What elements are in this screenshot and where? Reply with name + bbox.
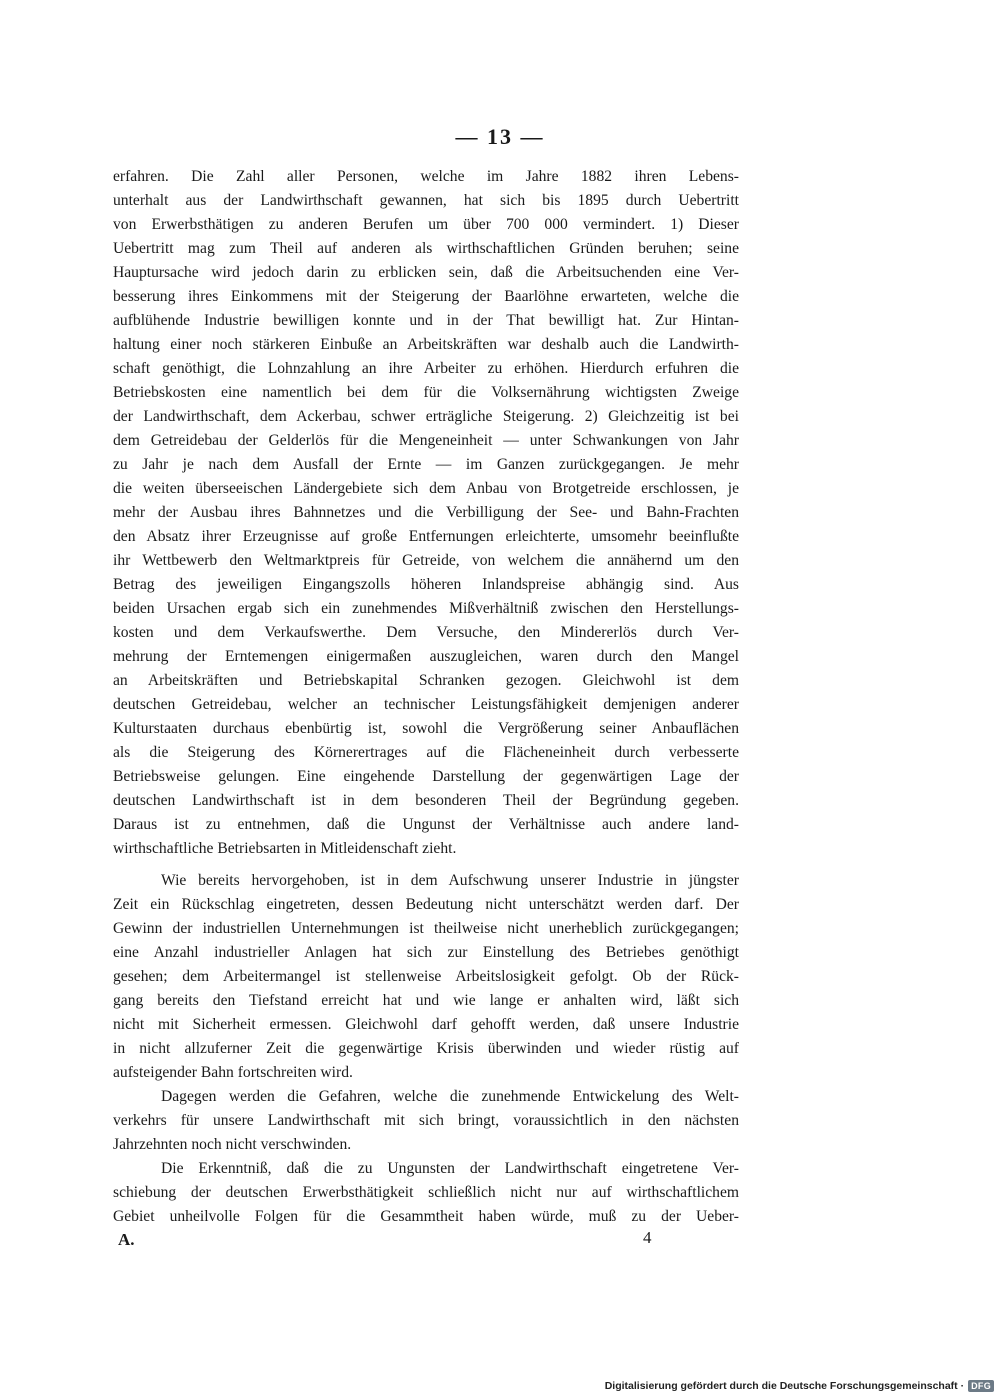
- text-line: erfahren. Die Zahl aller Personen, welche im Jahre 1882 ihren Lebens-: [113, 168, 739, 185]
- text-line: von Erwerbsthätigen zu anderen Berufen um über 700 000 vermindert. 1) Dieser: [113, 216, 739, 233]
- digitization-credit: [605, 1380, 994, 1392]
- text-line: mehrung der Erntemengen einigermaßen auszugleichen, waren durch den Mangel: [113, 648, 739, 665]
- text-line: schiebung der deutschen Erwerbsthätigkeit schließlich nicht nur auf wirthschaftlichem: [113, 1184, 739, 1201]
- text-line: aufblühende Industrie bewilligen konnte und in der That bewilligt hat. Zur Hintan-: [113, 312, 739, 329]
- text-line: beiden Ursachen ergab sich ein zunehmendes Mißverhältniß zwischen den Herstellungs-: [113, 600, 739, 617]
- signature-mark: A.: [118, 1230, 135, 1249]
- paragraph-3: [113, 1085, 739, 1157]
- text-line: Hauptursache wird jedoch darin zu erblicken sein, daß die Arbeitsuchenden eine Ver-: [113, 264, 739, 281]
- text-line: aufsteigender Bahn fortschreiten wird.: [113, 1064, 353, 1081]
- dfg-logo-icon: DFG: [968, 1380, 994, 1392]
- paragraph-4: [113, 1157, 739, 1229]
- credit-text: Digitalisierung gefördert durch die Deutsche Forschungsgemeinschaft ·: [604, 1380, 965, 1392]
- text-line: deutschen Getreidebau, welcher an technischer Leistungsfähigkeit demjenigen anderer: [113, 696, 739, 713]
- text-line: ihr Wettbewerb den Weltmarktpreis für Getreide, von welchem die annähernd um den: [113, 552, 739, 569]
- text-line: Betriebskosten eine namentlich bei dem für die Volksernährung wichtigsten Zweige: [113, 384, 739, 401]
- text-line: Zeit ein Rückschlag eingetreten, dessen Bedeutung nicht unterschätzt werden darf. Der: [113, 896, 739, 913]
- text-line: besserung ihres Einkommens mit der Steigerung der Baarlöhne erwarteten, welche die: [113, 288, 739, 305]
- paragraph-2: [113, 869, 739, 1085]
- text-line: deutschen Landwirthschaft ist in dem besonderen Theil der Begründung gegeben.: [113, 792, 739, 809]
- text-line: Betriebsweise gelungen. Eine eingehende Darstellung der gegenwärtigen Lage der: [113, 768, 739, 785]
- text-line: Kulturstaaten durchaus ebenbürtig ist, sowohl die Vergrößerung seiner Anbauflächen: [113, 720, 739, 737]
- paragraph-1: [113, 165, 739, 861]
- text-line: mehr der Ausbau ihres Bahnnetzes und die Verbilligung der See- und Bahn-Frachten: [113, 504, 739, 521]
- text-line: der Landwirthschaft, dem Ackerbau, schwer erträgliche Steigerung. 2) Gleichzeitig ist bei: [113, 408, 739, 425]
- text-line: Jahrzehnten noch nicht verschwinden.: [113, 1136, 352, 1153]
- text-line: schaft genöthigt, die Lohnzahlung an ihre Arbeiter zu erhöhen. Hierdurch erfuhren die: [113, 360, 739, 377]
- text-line: Gewinn der industriellen Unternehmungen ist theilweise nicht unerheblich zurückgegangen;: [113, 920, 739, 937]
- text-line: Dagegen werden die Gefahren, welche die zunehmende Entwickelung des Welt-: [161, 1088, 739, 1105]
- text-line: Gebiet unheilvolle Folgen für die Gesammtheit haben würde, muß zu der Ueber-: [113, 1208, 739, 1225]
- text-line: unterhalt aus der Landwirthschaft gewannen, hat sich bis 1895 durch Uebertritt: [113, 192, 739, 209]
- text-line: Uebertritt mag zum Theil auf anderen als wirthschaftlichen Gründen beruhen; seine: [113, 240, 739, 257]
- text-line: gang bereits den Tiefstand erreicht hat und wie lange er anhalten wird, läßt sich: [113, 992, 739, 1009]
- page-number: — 13 —: [455, 124, 545, 149]
- text-line: Die Erkenntniß, daß die zu Ungunsten der Landwirthschaft eingetretene Ver-: [161, 1160, 739, 1177]
- text-line: Betrag des jeweiligen Eingangszolls höheren Inlandspreise abhängig sind. Aus: [113, 576, 739, 593]
- text-line: den Absatz ihrer Erzeugnisse auf große Entfernungen erleichterte, umsomehr beeinflußte: [113, 528, 739, 545]
- sheet-number: 4: [643, 1228, 652, 1247]
- text-line: dem Getreidebau der Gelderlös für die Mengeneinheit — unter Schwankungen von Jahr: [113, 432, 739, 449]
- text-line: als die Steigerung des Körnerertrages auf die Flächeneinheit durch verbesserte: [113, 744, 739, 761]
- text-line: gesehen; dem Arbeitermangel ist stellenweise Arbeitslosigkeit gefolgt. Ob der Rück-: [113, 968, 739, 985]
- text-line: nicht mit Sicherheit ermessen. Gleichwohl darf gehofft werden, daß unsere Industrie: [113, 1016, 739, 1033]
- text-line: verkehrs für unsere Landwirthschaft mit sich bringt, voraussichtlich in den nächsten: [113, 1112, 739, 1129]
- text-line: zu Jahr je nach dem Ausfall der Ernte — im Ganzen zurückgegangen. Je mehr: [113, 456, 739, 473]
- text-line: Daraus ist zu entnehmen, daß die Ungunst der Verhältnisse auch andere land-: [113, 816, 739, 833]
- text-line: die weiten überseeischen Ländergebiete sich dem Anbau von Brotgetreide erschlossen, je: [113, 480, 739, 497]
- text-line: Wie bereits hervorgehoben, ist in dem Aufschwung unserer Industrie in jüngster: [161, 872, 739, 889]
- text-line: in nicht allzuferner Zeit die gegenwärtige Krisis überwinden und wieder rüstig auf: [113, 1040, 739, 1057]
- text-line: kosten und dem Verkaufswerthe. Dem Versuche, den Mindererlös durch Ver-: [113, 624, 739, 641]
- text-line: wirthschaftliche Betriebsarten in Mitleidenschaft zieht.: [113, 840, 457, 857]
- text-line: an Arbeitskräften und Betriebskapital Schranken gezogen. Gleichwohl ist dem: [113, 672, 739, 689]
- text-line: eine Anzahl industrieller Anlagen hat sich zur Einstellung des Betriebes genöthigt: [113, 944, 739, 961]
- text-line: haltung einer noch stärkeren Einbuße an Arbeitskräften war deshalb auch die Landwirth-: [113, 336, 739, 353]
